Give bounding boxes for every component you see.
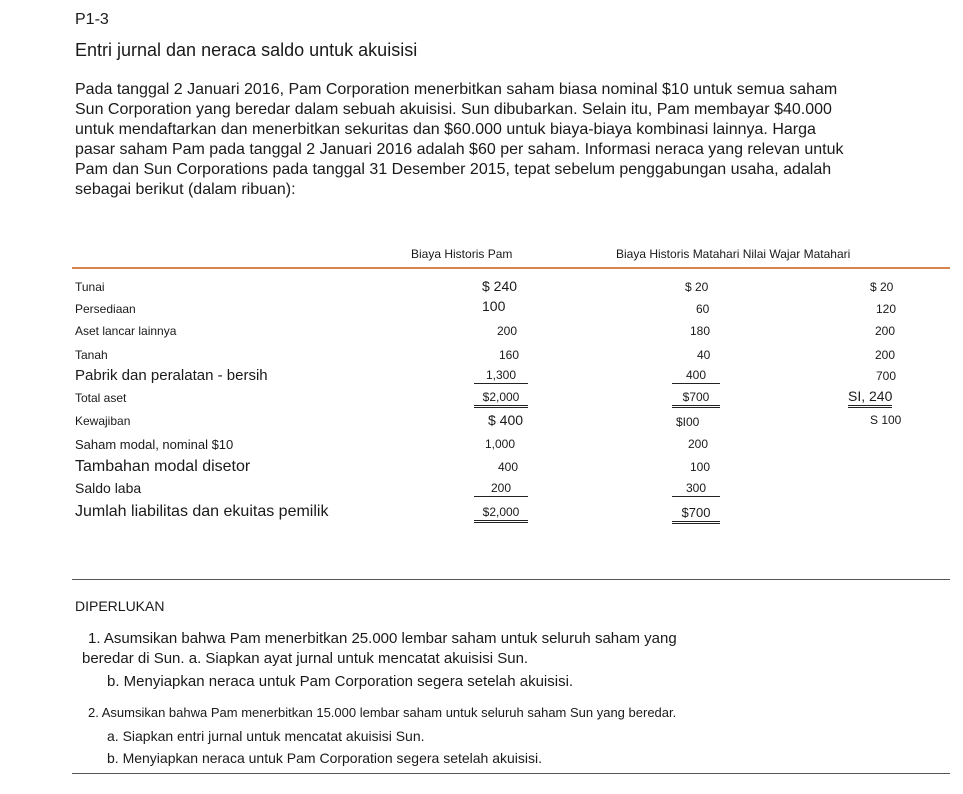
cell-pam: 1,000 <box>485 437 516 451</box>
question-2-b: b. Menyiapkan neraca untuk Pam Corporation segera setelah akuisisi. <box>107 750 543 766</box>
row-label: Saham modal, nominal $10 <box>75 437 234 452</box>
cell-pam: 100 <box>482 298 506 314</box>
cell-sun-fair: 200 <box>875 348 896 362</box>
table-row <box>0 298 963 320</box>
section-divider <box>72 579 950 580</box>
question-1-continued: beredar di Sun. a. Siapkan ayat jurnal untuk mencatat akuisisi Sun. <box>82 650 529 667</box>
cell-pam: 200 <box>497 324 518 338</box>
intro-line: sebagai berikut (dalam ribuan): <box>75 181 296 198</box>
cell-sun-fair: 120 <box>876 302 897 316</box>
cell-pam: 1,300 <box>474 368 528 384</box>
required-heading: DIPERLUKAN <box>75 598 165 614</box>
row-label: Jumlah liabilitas dan ekuitas pemilik <box>75 503 329 520</box>
row-label: Tunai <box>75 280 105 294</box>
question-2-a: a. Siapkan entri jurnal untuk mencatat akuisisi Sun. <box>107 728 425 744</box>
table-row <box>0 389 963 411</box>
row-label: Total aset <box>75 391 127 405</box>
intro-line: untuk mendaftarkan dan menerbitkan sekuritas dan $60.000 untuk biaya-biaya kombinasi lainnya. Harga <box>75 121 816 138</box>
table-header-rule <box>72 267 950 269</box>
cell-pam: 200 <box>474 481 528 497</box>
table-row <box>0 278 963 300</box>
table-row <box>0 346 963 368</box>
row-label: Persediaan <box>75 302 136 316</box>
problem-intro <box>75 80 945 200</box>
header-pam-historical: Biaya Historis Pam <box>411 247 513 261</box>
table-row <box>0 322 963 344</box>
table-row <box>0 503 963 525</box>
cell-sun-fair: 700 <box>876 369 897 383</box>
bottom-divider <box>72 773 950 774</box>
row-label: Saldo laba <box>75 480 142 496</box>
cell-sun-fair: S 100 <box>870 413 902 427</box>
problem-code: P1-3 <box>75 11 109 28</box>
cell-pam: 400 <box>498 460 519 474</box>
table-row <box>0 458 963 480</box>
intro-line: pasar saham Pam pada tanggal 2 Januari 2016 adalah $60 per saham. Informasi neraca yang relevan untuk <box>75 141 844 158</box>
intro-line: Pam dan Sun Corporations pada tanggal 31 Desember 2015, tepat sebelum penggabungan usaha, adalah <box>75 161 832 178</box>
cell-sun-book: $700 <box>672 390 720 408</box>
cell-sun-book: 180 <box>690 324 711 338</box>
cell-sun-book: 100 <box>690 460 711 474</box>
cell-sun-book: 40 <box>697 348 711 362</box>
cell-pam: $2,000 <box>474 390 528 408</box>
header-matahari: Biaya Historis Matahari Nilai Wajar Matahari <box>616 247 851 261</box>
cell-sun-book: 400 <box>672 368 720 384</box>
cell-pam: $2,000 <box>474 505 528 523</box>
cell-pam: 160 <box>499 348 520 362</box>
table-row <box>0 435 963 457</box>
row-label: Aset lancar lainnya <box>75 324 177 338</box>
row-label: Kewajiban <box>75 414 131 428</box>
cell-sun-book: 60 <box>696 302 710 316</box>
cell-sun-book: 300 <box>672 481 720 497</box>
row-label: Tanah <box>75 348 108 362</box>
cell-pam: $ 400 <box>488 412 524 428</box>
cell-pam: $ 240 <box>482 278 518 294</box>
table-row <box>0 366 963 388</box>
table-row <box>0 479 963 501</box>
cell-sun-fair: SI, 240 <box>848 388 892 408</box>
cell-sun-fair: 200 <box>875 324 896 338</box>
intro-line: Pada tanggal 2 Januari 2016, Pam Corporation menerbitkan saham biasa nominal $10 untuk semua saham <box>75 81 838 98</box>
question-2: 2. Asumsikan bahwa Pam menerbitkan 15.000 lembar saham untuk seluruh saham Sun yang beredar. <box>88 705 677 720</box>
table-row <box>0 412 963 434</box>
cell-sun-fair: $ 20 <box>870 280 894 294</box>
cell-sun-book: 200 <box>688 437 709 451</box>
question-1-b: b. Menyiapkan neraca untuk Pam Corporation segera setelah akuisisi. <box>107 673 574 690</box>
intro-line: Sun Corporation yang beredar dalam sebuah akuisisi. Sun dibubarkan. Selain itu, Pam membayar $40.000 <box>75 101 832 118</box>
cell-sun-book: $I00 <box>676 415 700 429</box>
row-label: Tambahan modal disetor <box>75 458 251 475</box>
problem-title: Entri jurnal dan neraca saldo untuk akuisisi <box>75 40 418 60</box>
row-label: Pabrik dan peralatan - bersih <box>75 367 268 384</box>
cell-sun-book: $ 20 <box>685 280 709 294</box>
cell-sun-book: $700 <box>672 505 720 524</box>
question-1: 1. Asumsikan bahwa Pam menerbitkan 25.000 lembar saham untuk seluruh saham yang <box>88 630 677 647</box>
